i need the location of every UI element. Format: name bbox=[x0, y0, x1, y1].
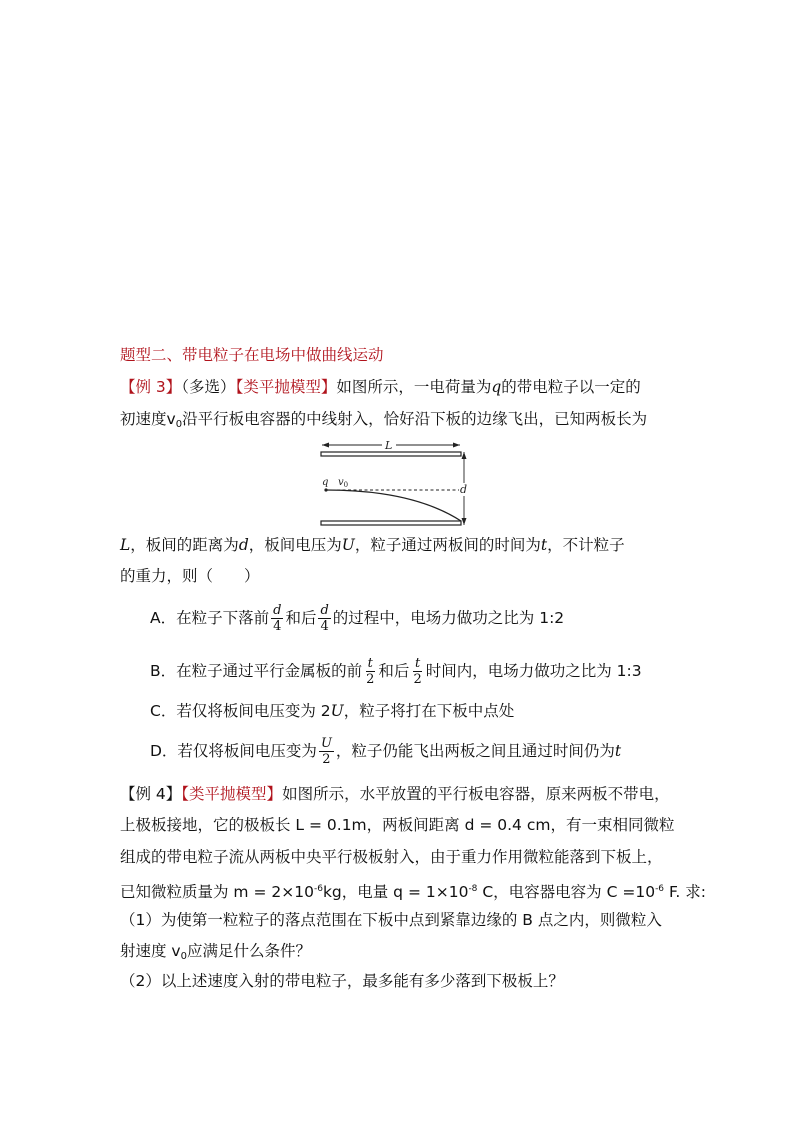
example3-line3 bbox=[120, 534, 625, 556]
text: C．若仅将板间电压变为 2 bbox=[150, 702, 331, 720]
text: B．在粒子通过平行金属板的前 bbox=[150, 662, 363, 680]
text: 的过程中，电场力做功之比为 1:2 bbox=[332, 609, 565, 627]
fraction-t-over-2 bbox=[411, 656, 423, 687]
text: D．若仅将板间电压变为 bbox=[150, 742, 317, 760]
subscript: 0 bbox=[180, 951, 187, 962]
length-arrow-right bbox=[453, 443, 460, 448]
fraction-d-over-4 bbox=[271, 603, 283, 634]
text: 和后 bbox=[285, 609, 317, 627]
length-arrow-left bbox=[322, 443, 329, 448]
example4-tag: 【例 4】 bbox=[120, 785, 182, 803]
text: 如图所示，一电荷量为 bbox=[336, 378, 492, 396]
example4-line2: 上极板接地，它的极板长 L = 0.1m，两板间距离 d = 0.4 cm，有一束相同微粒 bbox=[120, 816, 675, 834]
frac-num: t bbox=[367, 656, 373, 671]
option-c[interactable] bbox=[150, 700, 514, 722]
charge-label: q bbox=[322, 477, 329, 488]
text: 应满足什么条件？ bbox=[186, 942, 311, 960]
frac-den: 4 bbox=[320, 619, 329, 634]
example3-line1 bbox=[120, 376, 641, 398]
text: 的带电粒子以一定的 bbox=[501, 378, 641, 396]
text: ，粒子仍能飞出两板之间且通过时间仍为 bbox=[335, 742, 615, 760]
text: 和后 bbox=[378, 662, 410, 680]
example4-line3: 组成的带电粒子流从两板中央平行极板射入，由于重力作用微粒能落到下板上， bbox=[120, 848, 663, 866]
text: ，粒子通过两板间的时间为 bbox=[354, 536, 541, 554]
multi-choice-note: （多选） bbox=[181, 378, 236, 396]
question-2: （2）以上述速度入射的带电粒子，最多能有多少落到下极板上？ bbox=[120, 972, 564, 990]
option-b[interactable] bbox=[150, 656, 642, 687]
var-t: t bbox=[614, 742, 622, 760]
var-U: U bbox=[330, 702, 344, 720]
text: 时间内，电场力做功之比为 1:3 bbox=[425, 662, 642, 680]
text: 沿平行板电容器的中线射入，恰好沿下板的边缘飞出，已知两板长为 bbox=[182, 410, 648, 428]
var-q: q bbox=[491, 378, 502, 396]
text: kg，电量 q = 1×10 bbox=[322, 883, 469, 901]
section-title: 题型二、带电粒子在电场中做曲线运动 bbox=[120, 346, 384, 364]
capacitor-figure bbox=[318, 440, 478, 530]
model-tag: 【类平抛模型】 bbox=[235, 378, 337, 396]
frac-den: 4 bbox=[273, 619, 282, 634]
frac-den: 2 bbox=[413, 672, 422, 687]
var-U: U bbox=[341, 536, 355, 554]
example3-line2 bbox=[120, 408, 647, 436]
var-t: t bbox=[540, 536, 548, 554]
text: 射速度 v bbox=[120, 942, 181, 960]
question-1-line2 bbox=[120, 940, 311, 968]
gap-label: d bbox=[460, 483, 468, 496]
example4-line4 bbox=[120, 878, 706, 903]
lower-plate bbox=[321, 521, 461, 525]
var-v-sub: 0 bbox=[175, 419, 183, 430]
text: F. 求: bbox=[664, 883, 706, 901]
velocity-label: $v_0$ bbox=[338, 477, 349, 489]
fraction-t-over-2 bbox=[364, 656, 376, 687]
text: 初速度 bbox=[120, 410, 167, 428]
gap-arrow-top bbox=[462, 452, 467, 459]
fraction-d-over-4 bbox=[318, 603, 330, 634]
frac-den: 2 bbox=[366, 672, 375, 687]
frac-num: d bbox=[320, 603, 329, 618]
text: ，粒子将打在下板中点处 bbox=[343, 702, 515, 720]
example3-line4: 的重力，则（ ） bbox=[120, 567, 260, 585]
example3-tag: 【例 3】 bbox=[120, 378, 182, 396]
trajectory-curve bbox=[326, 490, 461, 521]
frac-num: d bbox=[273, 603, 282, 618]
option-d[interactable] bbox=[150, 736, 621, 767]
text: A．在粒子下落前 bbox=[150, 609, 270, 627]
exponent: -6 bbox=[313, 884, 323, 894]
model-tag: 【类平抛模型】 bbox=[181, 785, 283, 803]
frac-num: t bbox=[414, 656, 421, 671]
frac-den: 2 bbox=[322, 752, 331, 767]
example4-line1 bbox=[120, 783, 670, 805]
frac-num: U bbox=[320, 736, 332, 751]
text: 如图所示，水平放置的平行板电容器，原来两板不带电， bbox=[282, 785, 670, 803]
text: 已知微粒质量为 m = 2×10 bbox=[120, 883, 314, 901]
text: ，板间的距离为 bbox=[130, 536, 239, 554]
text: ，不计粒子 bbox=[547, 536, 625, 554]
option-a[interactable] bbox=[150, 603, 564, 634]
var-d: d bbox=[238, 536, 249, 554]
fraction-U-over-2 bbox=[319, 736, 334, 767]
exponent: -8 bbox=[468, 884, 478, 894]
gap-arrow-bottom bbox=[462, 518, 467, 525]
question-1-line1: （1）为使第一粒粒子的落点范围在下板中点到紧靠边缘的 B 点之内，则微粒入 bbox=[120, 911, 662, 929]
upper-plate bbox=[321, 452, 461, 456]
var-L: L bbox=[120, 536, 131, 554]
text: C，电容器电容为 C =10 bbox=[477, 883, 656, 901]
var-v: v bbox=[166, 410, 176, 428]
text: ，板间电压为 bbox=[248, 536, 342, 554]
exponent: -6 bbox=[655, 884, 665, 894]
length-label: L bbox=[385, 440, 393, 452]
